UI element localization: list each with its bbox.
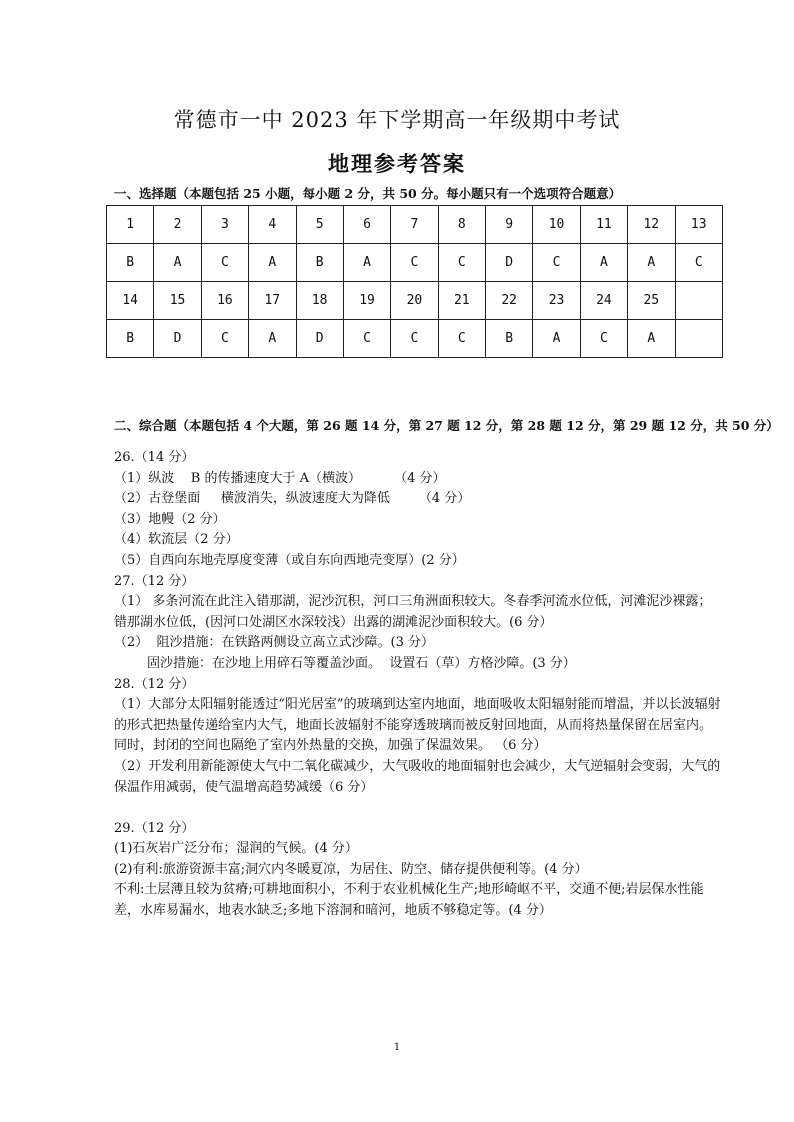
q28-label: 28.（12 分） (114, 676, 195, 692)
answer-cell: A (249, 320, 296, 358)
answer-cell: A (343, 244, 390, 282)
q29-answer-3: 不利:土层薄且较为贫瘠;可耕地面积小，不利于农业机械化生产;地形崎岖不平，交通不便;岩层保水性能差，水库易漏水，地表水缺乏;多地下溶洞和暗河，地质不够稳定等。(4 分） (114, 882, 704, 919)
question-number-cell: 17 (249, 282, 296, 320)
question-number-cell: 2 (154, 206, 201, 244)
question-number-cell: 6 (343, 206, 390, 244)
table-row (107, 206, 723, 244)
question-number-cell: 16 (201, 282, 248, 320)
q28-answer-2: （2）开发利用新能源使大气中二氧化碳减少，大气吸收的地面辐射也会减少，大气逆辐射会变弱，大气的保温作用减弱，使气温增高趋势减缓（6 分） (114, 758, 721, 795)
answer-cell: C (675, 244, 723, 282)
question-number-cell: 4 (249, 206, 296, 244)
answer-table (106, 205, 723, 358)
answer-cell: B (296, 244, 343, 282)
question-number-cell: 11 (580, 206, 627, 244)
question-number-cell: 23 (533, 282, 580, 320)
answer-cell: A (533, 320, 580, 358)
page-number: 1 (393, 1042, 401, 1053)
spacer (114, 798, 724, 819)
table-row (107, 282, 723, 320)
answer-cell: C (580, 320, 627, 358)
q27-answer-1: （1） 多条河流在此注入错那湖，泥沙沉积，河口三角洲面积较大。冬春季河流水位低，河滩泥沙裸露；错那湖水位低，(因河口处湖区水深较浅）出露的湖滩泥沙面积较大。(6 分） (114, 594, 712, 630)
question-number-cell: 13 (675, 206, 723, 244)
answer-cell: C (391, 244, 438, 282)
question-number-cell: 12 (628, 206, 675, 244)
answer-cell: A (628, 320, 675, 358)
question-number-cell: 18 (296, 282, 343, 320)
q27-label: 27.（12 分） (114, 573, 195, 589)
question-number-cell: 5 (296, 206, 343, 244)
page-title: 常德市一中 2023 年下学期高一年级期中考试 (173, 108, 621, 132)
section-1-heading: 一、选择题（本题包括 25 小题，每小题 2 分，共 50 分。每小题只有一个选项符合题意） (114, 186, 622, 201)
q28-answer-1: （1）大部分太阳辐射能透过“阳光居室”的玻璃到达室内地面，地面吸收太阳辐射能而增温，并以长波辐射的形式把热量传递给室内大气，地面长波辐射不能穿透玻璃而被反射回地面，从而将热量保留在居室内。同时，封闭的空间也隔绝了室内外热量的交换，加强了保温效果。 （6 分） (114, 697, 721, 754)
question-number-cell (675, 282, 723, 320)
question-number-cell: 10 (533, 206, 580, 244)
answer-cell: C (533, 244, 580, 282)
question-number-cell: 9 (486, 206, 533, 244)
answer-cell: C (391, 320, 438, 358)
q29-label: 29.（12 分） (114, 820, 195, 836)
question-number-cell: 7 (391, 206, 438, 244)
answer-body (114, 448, 724, 922)
q26-answer-3: （3）地幔（2 分） (114, 511, 226, 527)
q26-answer-5: （5）自西向东地壳厚度变薄（或自东向西地壳变厚）(2 分） (114, 552, 465, 568)
answer-cell: C (438, 244, 485, 282)
answer-cell: D (296, 320, 343, 358)
q29-answer-2: (2)有利:旅游资源丰富;洞穴内冬暖夏凉，为居住、防空、储存提供便利等。(4 分） (114, 861, 588, 877)
question-number-cell: 22 (486, 282, 533, 320)
question-number-cell: 15 (154, 282, 201, 320)
question-number-cell: 21 (438, 282, 485, 320)
q26-answer-4: （4）软流层（2 分） (114, 532, 239, 548)
answer-cell: B (107, 244, 154, 282)
answer-cell: C (438, 320, 485, 358)
q26-label: 26.（14 分） (114, 450, 195, 465)
table-row (107, 320, 723, 358)
table-row (107, 244, 723, 282)
answer-cell: D (486, 244, 533, 282)
q27-answer-3: 固沙措施：在沙地上用碎石等覆盖沙面。 设置石（草）方格沙障。(3 分） (114, 655, 576, 671)
answer-cell (675, 320, 723, 358)
q26-answer-1: （1）纵波 B 的传播速度大于 A（横波） （4 分） (114, 470, 446, 486)
question-number-cell: 20 (391, 282, 438, 320)
answer-cell: A (249, 244, 296, 282)
q27-answer-2: （2） 阻沙措施：在铁路两侧设立高立式沙障。(3 分） (114, 635, 435, 651)
question-number-cell: 19 (343, 282, 390, 320)
question-number-cell: 25 (628, 282, 675, 320)
question-number-cell: 1 (107, 206, 154, 244)
answer-cell: B (486, 320, 533, 358)
answer-cell: C (201, 244, 248, 282)
q26-answer-2: （2）古登堡面 横波消失，纵波速度大为降低 （4 分） (114, 491, 471, 507)
answer-cell: C (343, 320, 390, 358)
q29-answer-1: (1)石灰岩广泛分布；湿润的气候。(4 分） (114, 841, 358, 857)
answer-cell: D (154, 320, 201, 358)
answer-cell: A (628, 244, 675, 282)
question-number-cell: 14 (107, 282, 154, 320)
question-number-cell: 8 (438, 206, 485, 244)
answer-cell: A (154, 244, 201, 282)
page-subtitle: 地理参考答案 (328, 151, 466, 176)
answer-cell: A (580, 244, 627, 282)
answer-cell: B (107, 320, 154, 358)
question-number-cell: 24 (580, 282, 627, 320)
section-2-heading: 二、综合题（本题包括 4 个大题，第 26 题 14 分，第 27 题 12 分，第 28 题 12 分，第 29 题 12 分，共 50 分） (114, 418, 779, 433)
question-number-cell: 3 (201, 206, 248, 244)
answer-cell: C (201, 320, 248, 358)
